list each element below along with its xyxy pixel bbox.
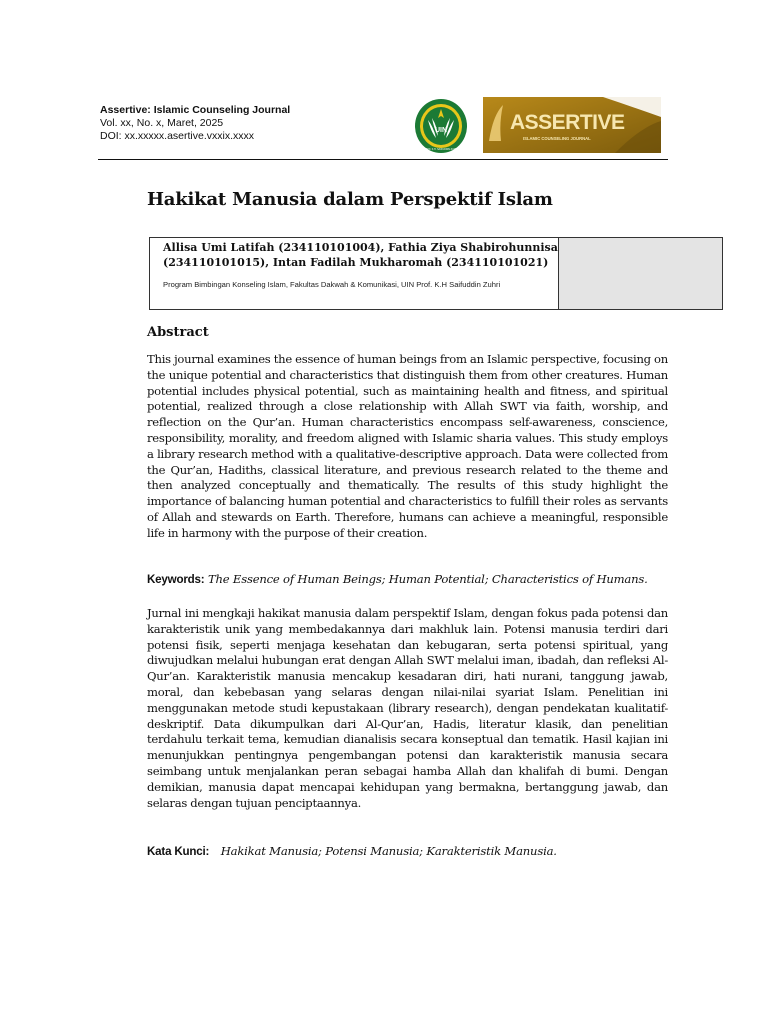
assertive-logo xyxy=(483,97,661,153)
author-cell xyxy=(150,238,559,309)
assertive-logo-subtitle: ISLAMIC COUNSELING JOURNAL xyxy=(523,136,591,141)
assertive-logo-text: ASSERTIVE xyxy=(510,111,625,134)
uin-logo-text: UIN xyxy=(434,127,448,134)
uin-logo xyxy=(414,98,468,154)
kata-kunci-line xyxy=(147,843,557,860)
journal-volume: Vol. xx, No. x, Maret, 2025 xyxy=(100,117,224,129)
keywords-label: Keywords: xyxy=(147,573,205,586)
keywords-value: The Essence of Human Beings; Human Potential; Characteristics of Humans. xyxy=(207,572,648,586)
uin-logo-ring-text: PROF. K.H. SAIFUDDIN ZUHRI xyxy=(424,148,458,151)
author-box-shaded-cell xyxy=(559,238,722,309)
journal-info xyxy=(100,104,290,143)
keywords-line xyxy=(147,571,648,588)
abstract-heading: Abstract xyxy=(147,325,209,340)
kata-kunci-value: Hakikat Manusia; Potensi Manusia; Karakteristik Manusia. xyxy=(220,844,557,858)
author-names: Allisa Umi Latifah (234110101004), Fathia Ziya Shabirohunnisa (234110101015), Intan Fadilah Mukharomah (234110101021) xyxy=(163,241,558,269)
author-affiliation: Program Bimbingan Konseling Islam, Fakultas Dakwah & Komunikasi, UIN Prof. K.H Saifuddin Zuhri xyxy=(163,280,501,289)
abstrak-paragraph: Jurnal ini mengkaji hakikat manusia dalam perspektif Islam, dengan fokus pada potensi dan karakteristik unik yang membedakannya dari makhluk lain. Potensi manusia terdiri dari potensi fisik, seperti menjaga kesehatan dan kebugaran, serta potensi spiritual, yang diwujudkan melalui hubungan erat dengan Allah SWT melalui iman, ibadah, dan refleksi Al-Qur’an. Karakteristik manusia mencakup kesadaran diri, hati nurani, tanggung jawab, moral, dan kebebasan yang selaras dengan nilai-nilai syariat Islam. Penelitian ini menggunakan metode studi kepustakaan (library research), dengan pendekatan kualitatif-deskriptif. Data dikumpulkan dari Al-Qur’an, Hadis, literatur klasik, dan penelitian terdahulu terkait tema, kemudian dianalisis secara konseptual dan tematik. Hasil kajian ini menunjukkan pentingnya pengembangan potensi dan karakteristik manusia secara seimbang untuk menjalankan peran sebagai hamba Allah dan khalifah di bumi. Dengan demikian, manusia dapat mencapai kehidupan yang bermakna, bertanggung jawab, dan selaras dengan tujuan penciptaannya. xyxy=(147,606,668,810)
author-box xyxy=(149,237,723,310)
journal-doi: DOI: xx.xxxxx.asertive.vxxix.xxxx xyxy=(100,130,255,142)
abstract-paragraph: This journal examines the essence of human beings from an Islamic perspective, focusing on the unique potential and characteristics that distinguish them from other creatures. Human potential includes physical potential, such as maintaining health and fitness, and spiritual potential, realized through a close relationship with Allah SWT via faith, worship, and reflection on the Qur’an. Human characteristics encompass self-awareness, conscience, responsibility, morality, and freedom aligned with Islamic sharia values. This study employs a library research method with a qualitative-descriptive approach. Data were collected from the Qur’an, Hadiths, classical literature, and previous research related to the theme and then analyzed conceptually and thematically. The results of this study highlight the importance of balancing human potential and characteristics to fulfill their roles as servants of Allah and stewards on Earth. Therefore, humans can achieve a meaningful, responsible life in harmony with the purpose of their creation. xyxy=(147,352,668,540)
article-title: Hakikat Manusia dalam Perspektif Islam xyxy=(147,189,553,210)
kata-kunci-label: Kata Kunci: xyxy=(147,845,210,858)
header-divider xyxy=(98,159,668,160)
journal-name: Assertive: Islamic Counseling Journal xyxy=(100,104,291,116)
